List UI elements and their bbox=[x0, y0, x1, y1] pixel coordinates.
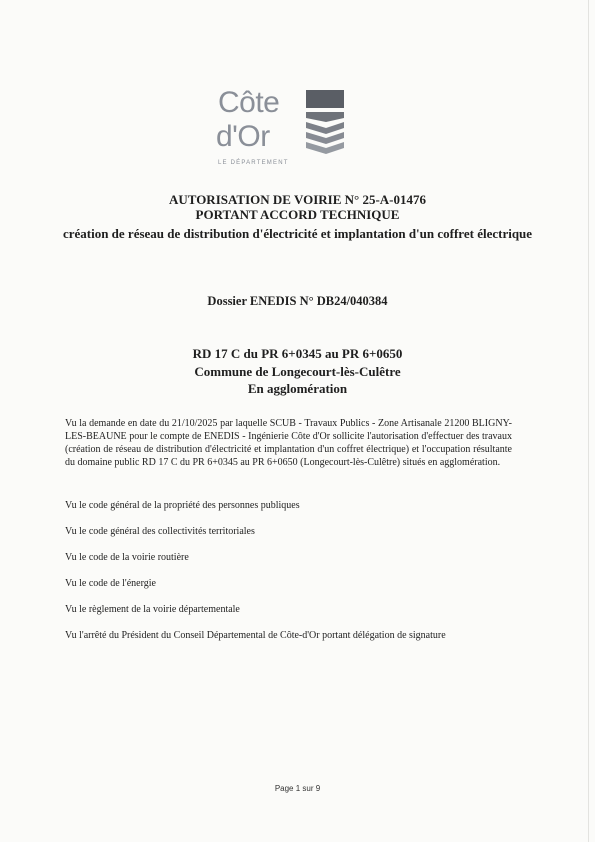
request-paragraph: Vu la demande en date du 21/10/2025 par laquelle SCUB - Travaux Publics - Zone Artisanale 21200 BLIGNY-LES-BEAUNE pour le compte de ENEDIS - Ingénierie Côte d'Or sollicite l'autorisation d'effectuer des travaux (création de réseau de distribution d'électricité et implantation d'un coffret électrique) et l'occupation résultante du domaine public RD 17 C du PR 6+0345 au PR 6+0650 (Longecourt-lès-Culêtre) situés en agglomération. bbox=[65, 418, 512, 469]
page-number: Page 1 sur 9 bbox=[274, 784, 321, 793]
logo-subtitle: LE DÉPARTEMENT bbox=[218, 160, 289, 166]
title-line3: création de réseau de distribution d'électricité et implantation d'un coffret électrique bbox=[62, 226, 533, 241]
title-line2: PORTANT ACCORD TECHNIQUE bbox=[195, 207, 400, 222]
scan-edge bbox=[588, 0, 589, 842]
vu-item: Vu le code de l'énergie bbox=[65, 578, 156, 589]
department-logo bbox=[216, 88, 348, 174]
logo-line2: d'Or bbox=[216, 120, 270, 153]
road-section: RD 17 C du PR 6+0345 au PR 6+0650 bbox=[192, 346, 403, 361]
dossier-number: Dossier ENEDIS N° DB24/040384 bbox=[207, 294, 388, 308]
chevron-stripes-icon bbox=[306, 90, 346, 156]
zone: En agglomération bbox=[247, 381, 348, 396]
commune: Commune de Longecourt-lès-Culêtre bbox=[194, 364, 401, 379]
logo-line1: Côte bbox=[218, 86, 280, 119]
vu-item: Vu le règlement de la voirie départementale bbox=[65, 604, 240, 615]
title-line1: AUTORISATION DE VOIRIE N° 25-A-01476 bbox=[168, 192, 427, 207]
vu-item: Vu le code de la voirie routière bbox=[65, 552, 189, 563]
vu-item: Vu le code général de la propriété des personnes publiques bbox=[65, 500, 300, 511]
vu-item: Vu le code général des collectivités territoriales bbox=[65, 526, 255, 537]
vu-item: Vu l'arrêté du Président du Conseil Départemental de Côte-d'Or portant délégation de signature bbox=[65, 630, 446, 641]
